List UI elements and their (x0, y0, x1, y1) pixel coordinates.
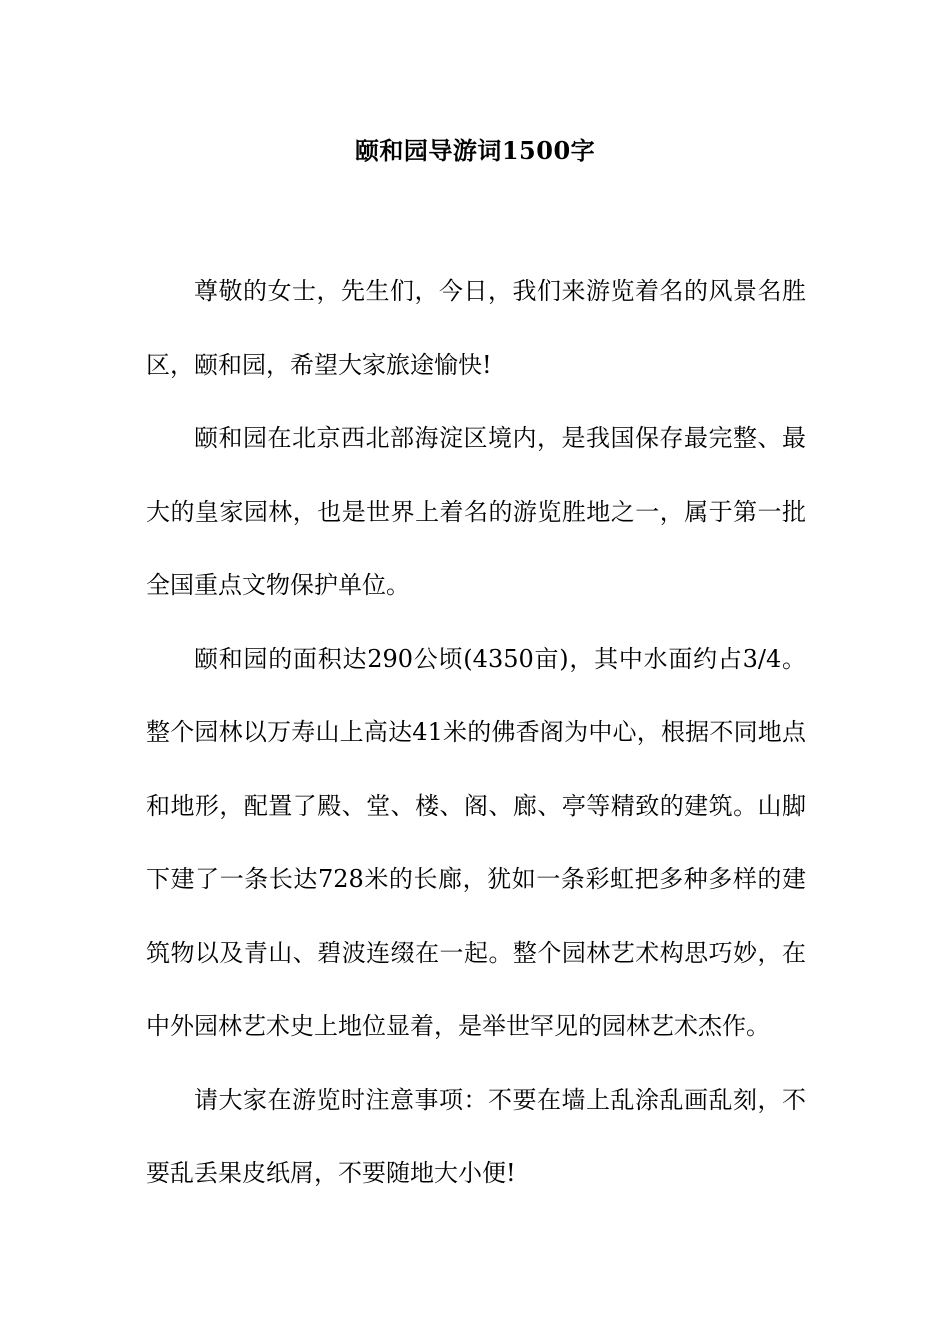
paragraph-layout: 颐和园的面积达290公顷(4350亩)，其中水面约占3/4。整个园林以万寿山上高达41米的佛香阁为中心，根据不同地点和地形，配置了殿、堂、楼、阁、廊、亭等精致的建筑。山脚下建了一条长达728米的长廊，犹如一条彩虹把多种多样的建筑物以及青山、碧波连缀在一起。整个园林艺术构思巧妙，在中外园林艺术史上地位显着，是举世罕见的园林艺术杰作。 (146, 644, 806, 1040)
paragraph-greeting: 尊敬的女士，先生们，今日，我们来游览着名的风景名胜区，颐和园，希望大家旅途愉快! (146, 277, 806, 379)
document-body (146, 255, 806, 1211)
document-title: 颐和园导游词1500字 (354, 136, 596, 165)
paragraph-notice: 请大家在游览时注意事项：不要在墙上乱涂乱画乱刻，不要乱丢果皮纸屑，不要随地大小便! (146, 1085, 806, 1187)
paragraph-location: 颐和园在北京西北部海淀区境内，是我国保存最完整、最大的皇家园林，也是世界上着名的游览胜地之一，属于第一批全国重点文物保护单位。 (146, 424, 806, 599)
